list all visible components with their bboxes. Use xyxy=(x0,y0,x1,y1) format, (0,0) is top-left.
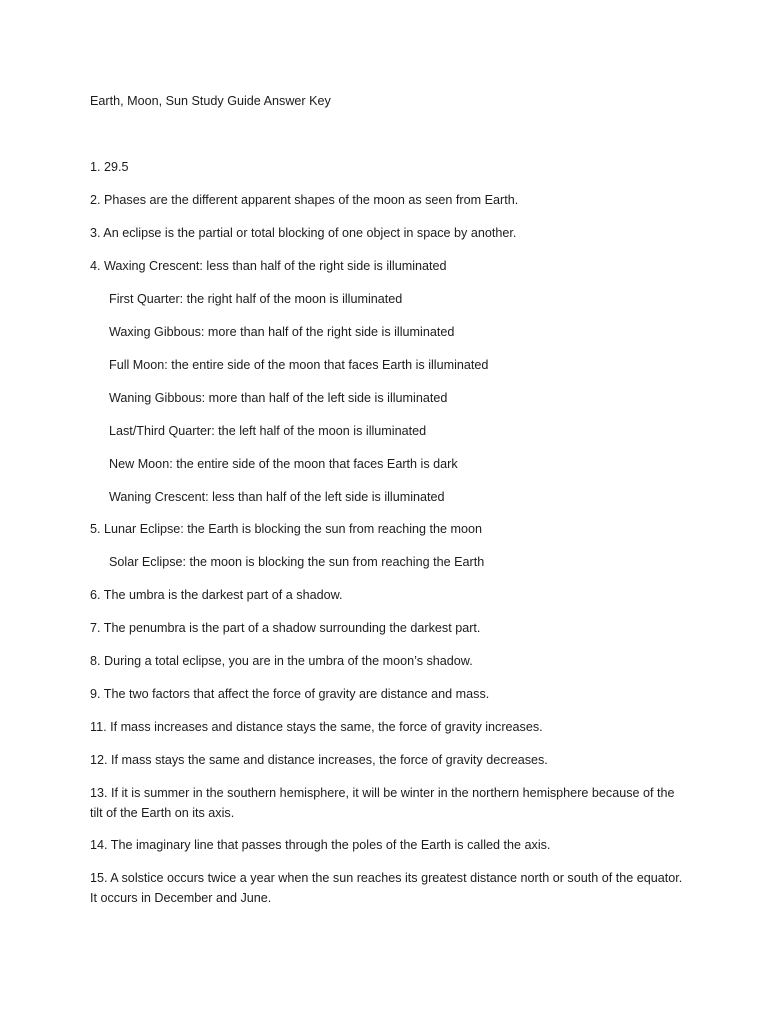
document-title: Earth, Moon, Sun Study Guide Answer Key xyxy=(90,94,331,108)
answer-4-waxing-crescent: 4. Waxing Crescent: less than half of the right side is illuminated xyxy=(90,259,447,273)
answer-2: 2. Phases are the different apparent shapes of the moon as seen from Earth. xyxy=(90,193,519,207)
answer-5-lunar-eclipse: 5. Lunar Eclipse: the Earth is blocking the sun from reaching the moon xyxy=(90,522,483,536)
answer-13: 13. If it is summer in the southern hemisphere, it will be winter in the northern hemisphere because of the tilt of the Earth on its axis. xyxy=(90,786,675,820)
answer-4-waxing-gibbous: Waxing Gibbous: more than half of the right side is illuminated xyxy=(109,325,455,339)
answer-3: 3. An eclipse is the partial or total blocking of one object in space by another. xyxy=(90,226,517,240)
answer-8: 8. During a total eclipse, you are in the umbra of the moon’s shadow. xyxy=(90,654,473,668)
answer-12: 12. If mass stays the same and distance increases, the force of gravity decreases. xyxy=(90,753,548,767)
answer-14: 14. The imaginary line that passes through the poles of the Earth is called the axis. xyxy=(90,838,551,852)
answer-1: 1. 29.5 xyxy=(90,160,129,174)
answer-6: 6. The umbra is the darkest part of a shadow. xyxy=(90,588,343,602)
answer-4-last-quarter: Last/Third Quarter: the left half of the moon is illuminated xyxy=(109,424,427,438)
answer-4-first-quarter: First Quarter: the right half of the moon is illuminated xyxy=(109,292,403,306)
answer-4-waning-crescent: Waning Crescent: less than half of the left side is illuminated xyxy=(109,490,445,504)
answer-4-waning-gibbous: Waning Gibbous: more than half of the left side is illuminated xyxy=(109,391,448,405)
answer-9: 9. The two factors that affect the force of gravity are distance and mass. xyxy=(90,687,490,701)
answer-7: 7. The penumbra is the part of a shadow surrounding the darkest part. xyxy=(90,621,481,635)
answer-15: 15. A solstice occurs twice a year when the sun reaches its greatest distance north or south of the equator. It occurs in December and June. xyxy=(90,871,683,905)
answer-4-full-moon: Full Moon: the entire side of the moon that faces Earth is illuminated xyxy=(109,358,489,372)
answer-4-new-moon: New Moon: the entire side of the moon that faces Earth is dark xyxy=(109,457,458,471)
answer-11: 11. If mass increases and distance stays the same, the force of gravity increases. xyxy=(90,720,543,734)
answer-5-solar-eclipse: Solar Eclipse: the moon is blocking the sun from reaching the Earth xyxy=(109,555,485,569)
